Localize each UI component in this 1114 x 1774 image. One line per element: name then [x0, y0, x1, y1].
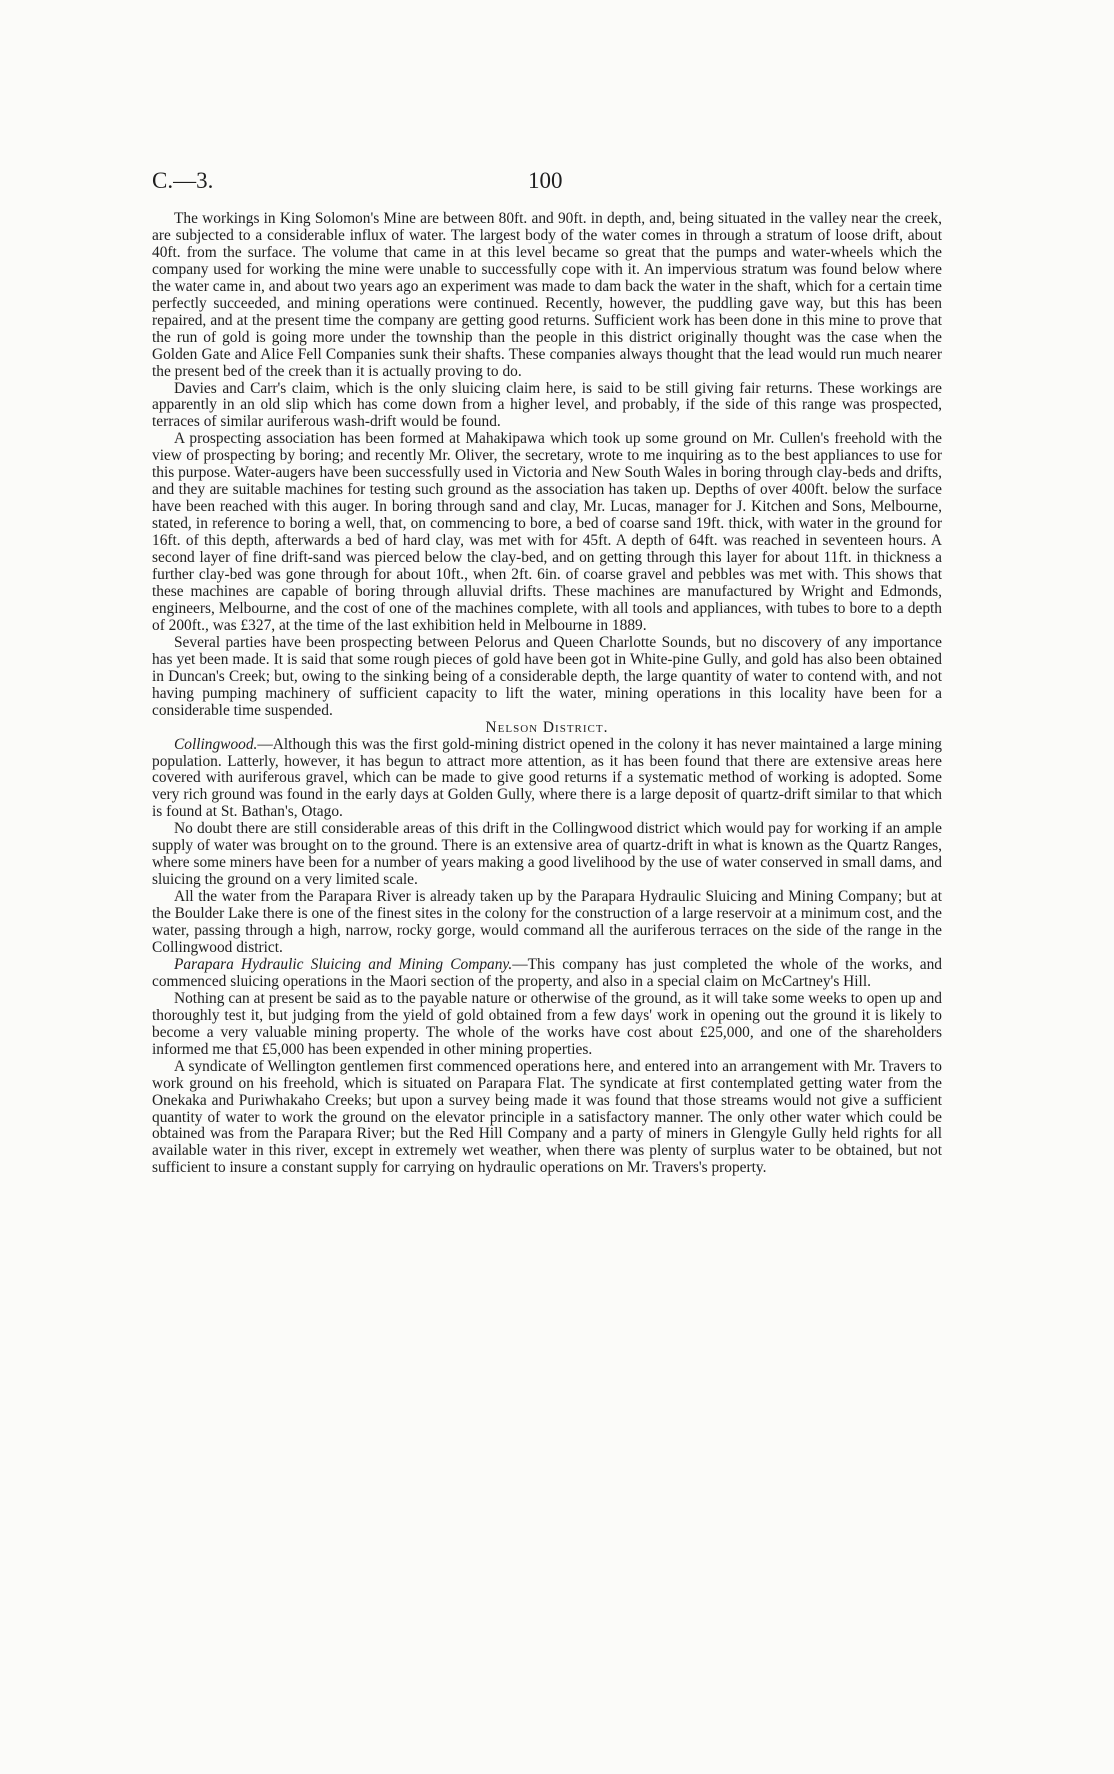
section-heading: Nelson District. — [485, 718, 609, 736]
body-text — [152, 211, 942, 1177]
paragraph: Davies and Carr's claim, which is the only sluicing claim here, is said to be still giving fair returns. These workings are apparently in an old slip which has come down from a higher level, and probably, if the side of this range was prospected, terraces of similar auriferous wash-drift would be found. — [152, 379, 942, 431]
paragraph-text: —This company has just completed the whole of the works, and commenced sluicing operations in the Maori section of the property, and also in a special claim on McCartney's Hill. — [152, 955, 942, 990]
section-reference: C.—3. — [152, 168, 214, 193]
paragraph-lead: Parapara Hydraulic Sluicing and Mining Company. — [174, 955, 513, 973]
paragraph-text: Nothing can at present be said as to the payable nature or otherwise of the ground, as it will take some weeks to open up and thoroughly test it, but judging from the yield of gold obtained from a few days' work in opening out the ground it is likely to become a very valuable mining property. The whole of the works have cost about £25,000, and one of the shareholders informed me that £5,000 has been expended in other mining properties. — [152, 989, 942, 1058]
paragraph — [152, 821, 942, 889]
paragraph — [152, 957, 942, 991]
paragraph-lead: Collingwood. — [174, 735, 258, 753]
paragraph-text: All the water from the Parapara River is already taken up by the Parapara Hydraulic Sluicing and Mining Company; but at the Boulder Lake there is one of the finest sites in the colony for the construction of a large reservoir at a minimum cost, and the water, passing through a high, narrow, rocky gorge, would command all the auriferous terraces on the side of the range in the Collingwood district. — [152, 888, 942, 956]
paragraph — [152, 889, 942, 957]
paragraph — [152, 737, 942, 822]
paragraph: The workings in King Solomon's Mine are between 80ft. and 90ft. in depth, and, being situated in the valley near the creek, are subjected to a considerable influx of water. The largest body of the water comes in through a stratum of loose drift, about 40ft. from the surface. The volume that came in at this level became so great that the pumps and water-wheels which the company used for working the mine were unable to successfully cope with it. An impervious stratum was found below where the water came in, and about two years ago an experiment was made to dam back the water in the shaft, which for a certain time perfectly succeeded, and mining operations were continued. Recently, however, the puddling gave way, but this has been repaired, and at the present time the company are getting good returns. Sufficient work has been done in this mine to prove that the run of gold is going more under the township than the people in this district originally thought was the case when the Golden Gate and Alice Fell Companies sunk their shafts. These companies always thought that the lead would run much nearer the present bed of the creek than it is actually proving to do. — [152, 210, 942, 380]
paragraph-text: No doubt there are still considerable areas of this drift in the Collingwood district which would pay for working if an ample supply of water was brought on to the ground. There is an extensive area of quartz-drift in what is known as the Quartz Ranges, where some miners have been for a number of years making a good livelihood by the use of water conserved in small dams, and sluicing the ground on a very limited scale. — [152, 820, 942, 889]
paragraph-text: A syndicate of Wellington gentlemen first commenced operations here, and entered into an arrangement with Mr. Travers to work ground on his freehold, which is situated on Parapara Flat. The syndicate at first contemplated getting water from the Onekaka and Puriwhakaho Creeks; but upon a survey being made it was found that those streams would not give a sufficient quantity of water to work the ground on the elevator principle in a satisfactory manner. The only other water which could be obtained was from the Parapara River; but the Red Hill Company and a party of miners in Glengyle Gully held rights for all available water in this river, except in extremely wet weather, when there was plenty of surplus water to be obtained, but not sufficient to insure a constant supply for carrying on hydraulic operations on Mr. Travers's property. — [152, 1057, 942, 1177]
paragraph-text: —Although this was the first gold-mining district opened in the colony it has never maintained a large mining population. Latterly, however, it has begun to attract more attention, as it has been found that there are extensive areas here covered with auriferous gravel, which can be made to give good returns if a systematic method of working is adopted. Some very rich ground was found in the early days at Golden Gully, where there is a large deposit of quartz-drift similar to that which is found at St. Bathan's, Otago. — [152, 735, 942, 821]
paragraph — [152, 1059, 942, 1178]
page-number: 100 — [528, 168, 563, 193]
paragraph — [152, 991, 942, 1059]
paragraph: A prospecting association has been formed at Mahakipawa which took up some ground on Mr. Cullen's freehold with the view of prospecting by boring; and recently Mr. Oliver, the secretary, wrote to me inquiring as to the best appliances to use for this purpose. Water-augers have been successfully used in Victoria and New South Wales in boring through clay-beds and drifts, and they are suitable machines for testing such ground as the association has taken up. Depths of over 400ft. below the surface have been reached with this auger. In boring through sand and clay, Mr. Lucas, manager for J. Kitchen and Sons, Melbourne, stated, in reference to boring a well, that, on commencing to bore, a bed of coarse sand 19ft. thick, with water in the ground for 16ft. of this depth, afterwards a bed of hard clay, was met with for 45ft. A depth of 64ft. was reached in seventeen hours. A second layer of fine drift-sand was pierced below the clay-bed, and on getting through this layer for about 11ft. in thickness a further clay-bed was gone through for about 10ft., when 2ft. 6in. of coarse gravel and pebbles was met with. This shows that these machines are capable of boring through alluvial drifts. These machines are manufactured by Wright and Edmonds, engineers, Melbourne, and the cost of one of the machines complete, with all tools and appliances, with tubes to bore to a depth of 200ft., was £327, at the time of the last exhibition held in Melbourne in 1889. — [152, 430, 942, 634]
paragraph: Several parties have been prospecting between Pelorus and Queen Charlotte Sounds, but no discovery of any importance has yet been made. It is said that some rough pieces of gold have been got in White-pine Gully, and gold has also been obtained in Duncan's Creek; but, owing to the sinking being of a considerable depth, the large quantity of water to contend with, and not having pumping machinery of sufficient capacity to lift the water, mining operations in this locality have been for a considerable time suspended. — [152, 633, 942, 719]
